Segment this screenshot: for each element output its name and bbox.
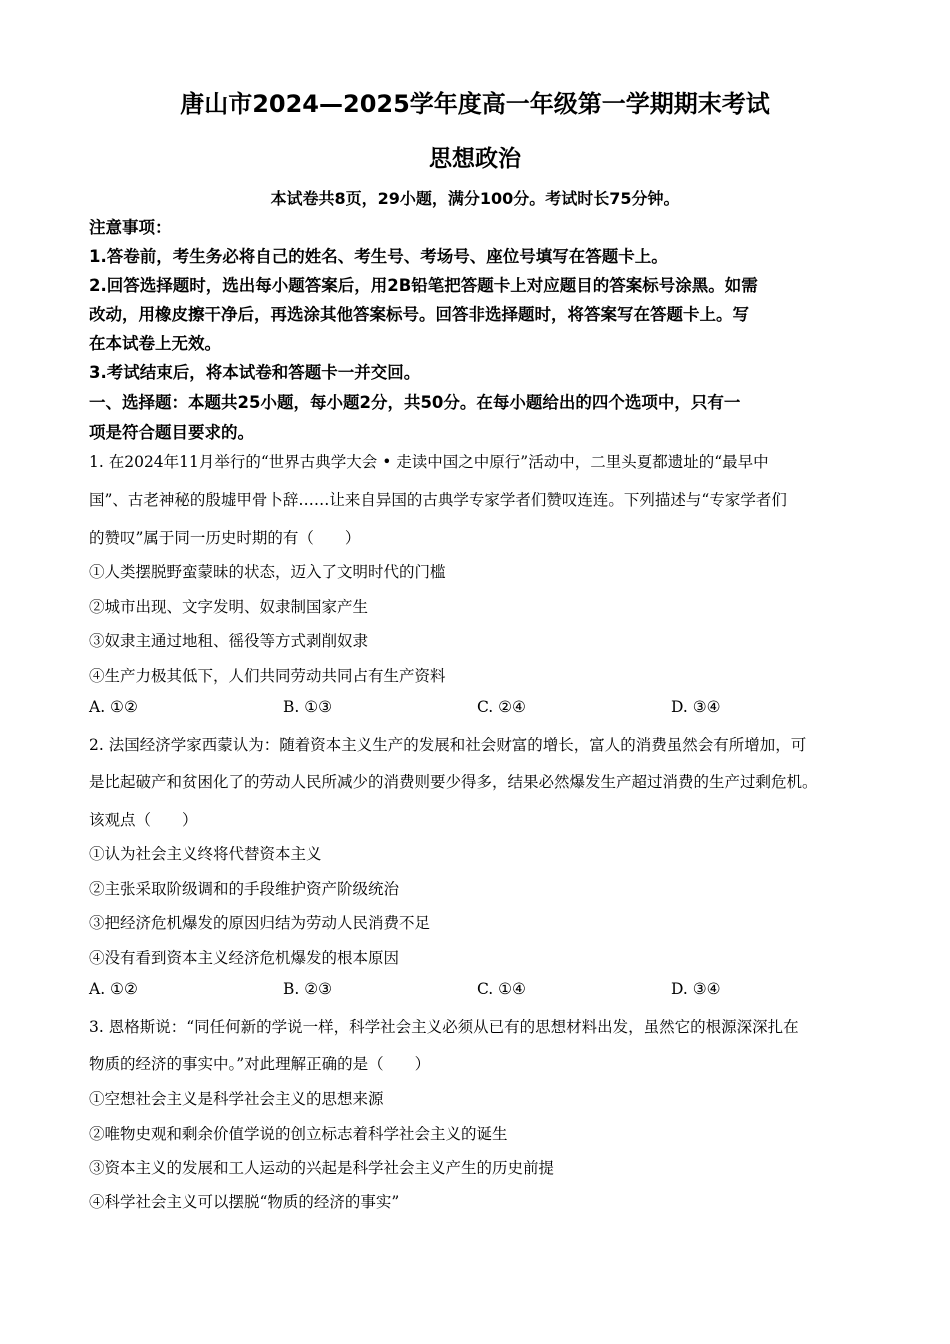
option-c: C. ②④ [477,698,526,716]
notice-line: 在本试卷上无效。 [89,334,221,353]
notice-line: 2.回答选择题时，选出每小题答案后，用2B铅笔把答题卡上对应题目的答案标号涂黑。如需 [89,276,758,295]
question-item: ③奴隶主通过地租、徭役等方式剥削奴隶 [89,632,369,650]
question-item: ①人类摆脱野蛮蒙昧的状态，迈入了文明时代的门槛 [89,563,446,581]
question-item: ③资本主义的发展和工人运动的兴起是科学社会主义产生的历史前提 [89,1159,555,1177]
question-stem: 3. 恩格斯说：“同任何新的学说一样，科学社会主义必须从已有的思想材料出发，虽然它的根源深深扎在 [89,1018,799,1036]
question-item: ④没有看到资本主义经济危机爆发的根本原因 [89,949,400,967]
exam-title: 唐山市2024—2025学年度高一年级第一学期期末考试 [180,90,770,118]
question-item: ①空想社会主义是科学社会主义的思想来源 [89,1090,384,1108]
question-stem: 物质的经济的事实中。”对此理解正确的是（ ） [89,1055,431,1073]
question-item: ①认为社会主义终将代替资本主义 [89,845,322,863]
question-stem: 2. 法国经济学家西蒙认为：随着资本主义生产的发展和社会财富的增长，富人的消费虽然会有所增加，可 [89,736,807,754]
question-stem: 该观点（ ） [89,811,198,829]
question-item: ④科学社会主义可以摆脱“物质的经济的事实” [89,1193,400,1211]
notice-line: 改动，用橡皮擦干净后，再选涂其他答案标号。回答非选择题时，将答案写在答题卡上。写 [89,305,749,324]
notice-heading: 注意事项： [89,218,172,237]
subject-title: 思想政治 [429,146,521,172]
option-b: B. ①③ [283,698,333,716]
section-heading: 项是符合题目要求的。 [89,423,254,442]
option-c: C. ①④ [477,980,526,998]
question-item: ②城市出现、文字发明、奴隶制国家产生 [89,598,369,616]
question-stem: 1. 在2024年11月举行的“世界古典学大会 • 走读中国之中原行”活动中，二里头夏都遗址的“最早中 [89,453,769,471]
question-item: ③把经济危机爆发的原因归结为劳动人民消费不足 [89,914,431,932]
option-d: D. ③④ [671,698,721,716]
question-stem: 国”、古老神秘的殷墟甲骨卜辞……让来自异国的古典学专家学者们赞叹连连。下列描述与“专家学者们 [89,491,787,509]
answer-options [89,698,879,720]
option-d: D. ③④ [671,980,721,998]
question-item: ②主张采取阶级调和的手段维护资产阶级统治 [89,880,400,898]
question-stem: 的赞叹”属于同一历史时期的有（ ） [89,529,361,547]
option-b: B. ②③ [283,980,333,998]
notice-line: 1.答卷前，考生务必将自己的姓名、考生号、考场号、座位号填写在答题卡上。 [89,247,668,266]
question-item: ④生产力极其低下，人们共同劳动共同占有生产资料 [89,667,446,685]
answer-options [89,980,879,1002]
question-stem: 是比起破产和贫困化了的劳动人民所减少的消费则要少得多，结果必然爆发生产超过消费的生产过剩危机。 [89,773,818,791]
exam-info: 本试卷共8页，29小题，满分100分。考试时长75分钟。 [270,189,680,208]
question-item: ②唯物史观和剩余价值学说的创立标志着科学社会主义的诞生 [89,1125,508,1143]
notice-line: 3.考试结束后，将本试卷和答题卡一并交回。 [89,363,421,382]
option-a: A. ①② [89,980,138,998]
option-a: A. ①② [89,698,138,716]
section-heading: 一、选择题：本题共25小题，每小题2分，共50分。在每小题给出的四个选项中，只有一 [89,393,741,412]
